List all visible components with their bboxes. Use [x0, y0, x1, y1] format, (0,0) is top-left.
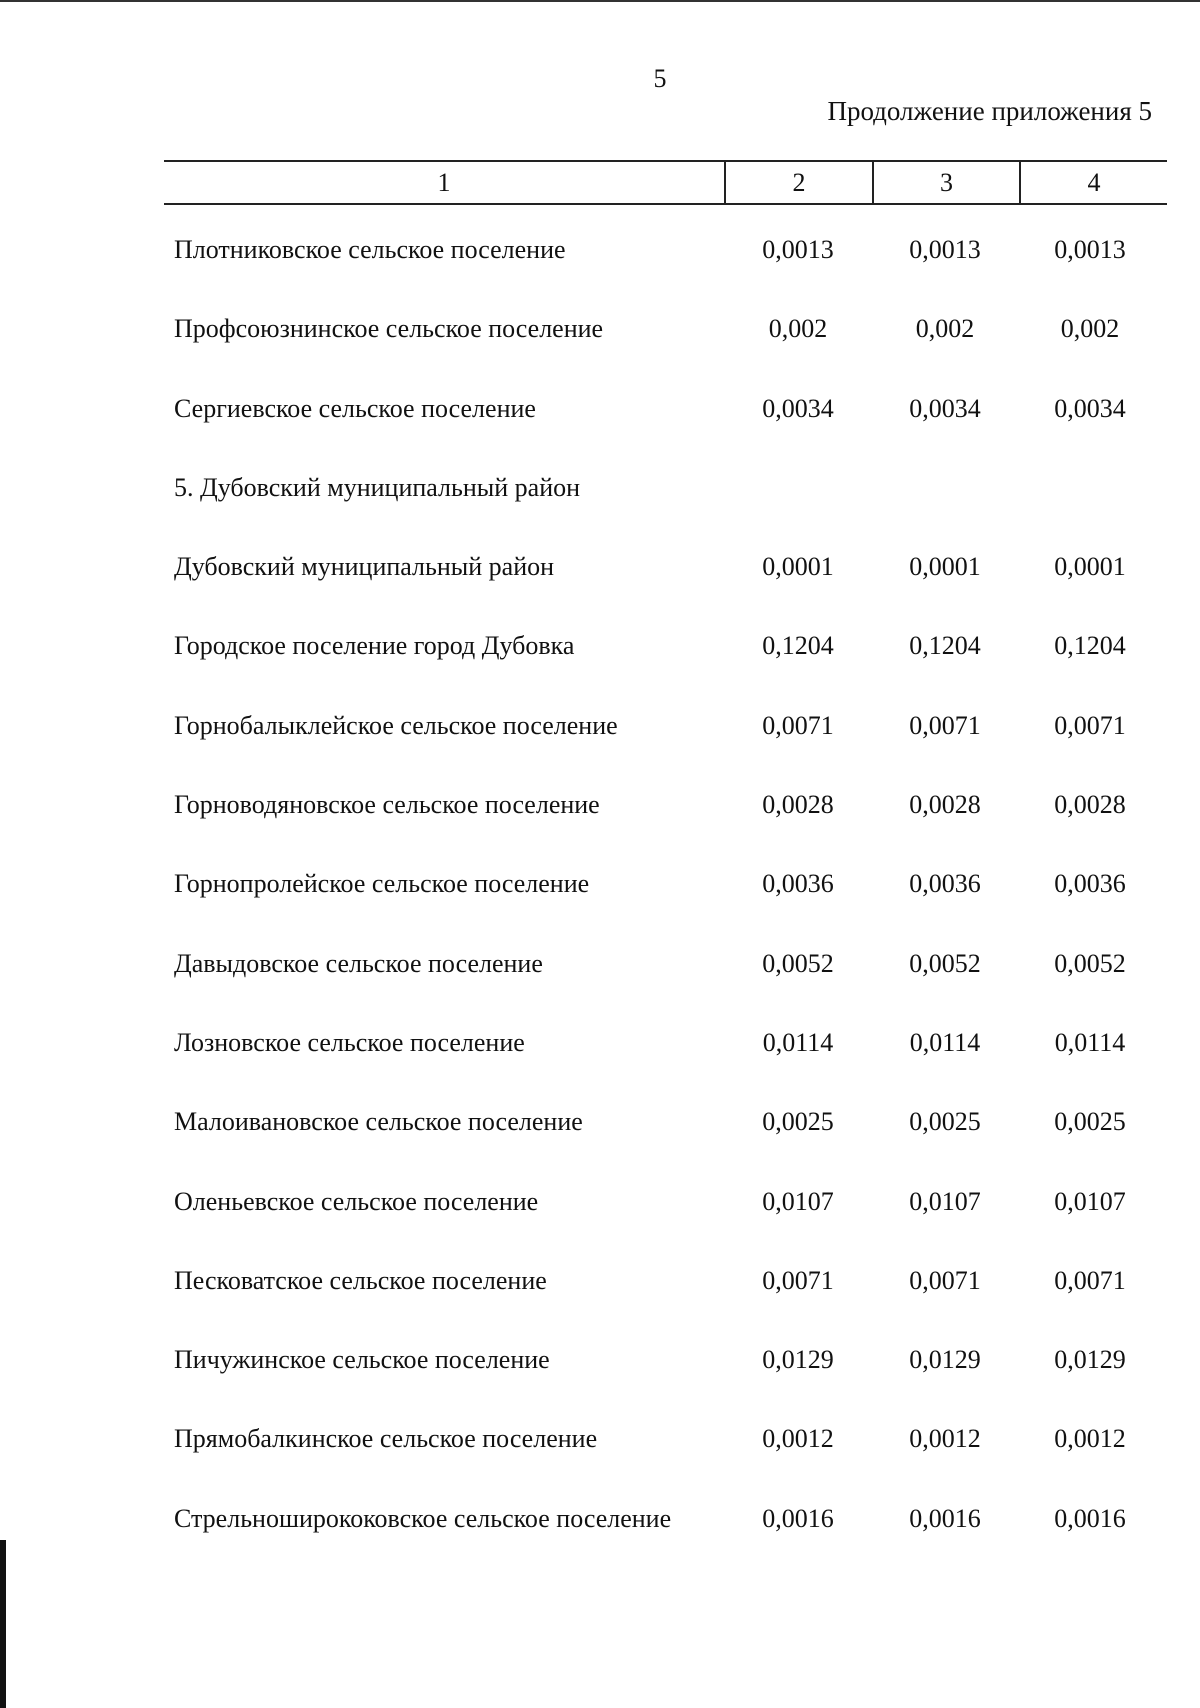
- value-col-2: 0,0025: [762, 1107, 834, 1137]
- column-header-1: 1: [437, 167, 451, 197]
- value-col-2: 0,0114: [762, 1027, 834, 1057]
- table-row: [0, 1171, 1200, 1250]
- table-row: [0, 1329, 1200, 1408]
- settlement-name: Лозновское сельское поселение: [174, 1027, 525, 1057]
- value-col-2: 0,0028: [762, 790, 834, 820]
- value-col-4: 0,0107: [1054, 1186, 1126, 1216]
- value-col-2: 0,0016: [762, 1503, 834, 1533]
- table-row: [0, 1012, 1200, 1091]
- table-row: [0, 1091, 1200, 1170]
- value-col-3: 0,0052: [909, 948, 981, 978]
- value-col-2: 0,1204: [762, 631, 834, 661]
- value-col-2: 0,0052: [762, 948, 834, 978]
- value-col-2: 0,0036: [762, 869, 834, 899]
- table-row: [0, 298, 1200, 377]
- value-col-3: 0,0028: [909, 790, 981, 820]
- table-body: [0, 219, 1200, 1567]
- appendix-title: Продолжение приложения 5: [827, 96, 1152, 126]
- table-row: [0, 615, 1200, 694]
- settlement-name: Сергиевское сельское поселение: [174, 393, 536, 423]
- table-row: [0, 933, 1200, 1012]
- page-number: 5: [653, 64, 667, 93]
- value-col-4: 0,0025: [1054, 1107, 1126, 1137]
- settlement-name: Стрельноширококовское сельское поселение: [174, 1503, 672, 1533]
- value-col-4: 0,1204: [1054, 631, 1126, 661]
- value-col-4: 0,0071: [1054, 1265, 1126, 1295]
- value-col-2: 0,0107: [762, 1186, 834, 1216]
- section-heading: 5. Дубовский муниципальный район: [174, 472, 581, 502]
- value-col-4: 0,0028: [1054, 790, 1126, 820]
- value-col-4: 0,0036: [1054, 869, 1126, 899]
- table-row: [0, 1488, 1200, 1567]
- value-col-3: 0,0071: [909, 1265, 981, 1295]
- value-col-3: 0,0107: [909, 1186, 981, 1216]
- value-col-4: 0,0016: [1054, 1503, 1126, 1533]
- section-heading-row: [0, 457, 1200, 536]
- value-col-4: 0,0013: [1054, 235, 1126, 264]
- table-row: [0, 1408, 1200, 1487]
- scan-edge-top: [0, 0, 1200, 2]
- value-col-3: 0,0013: [909, 235, 981, 264]
- settlement-name: Горнопролейское сельское поселение: [174, 869, 590, 899]
- column-header-4: 4: [1087, 167, 1101, 197]
- settlement-name: Малоивановское сельское поселение: [174, 1107, 583, 1137]
- column-header-3: 3: [940, 167, 953, 197]
- value-col-2: 0,0013: [762, 235, 834, 264]
- value-col-3: 0,1204: [909, 631, 981, 661]
- table-row: [0, 1250, 1200, 1329]
- value-col-3: 0,0025: [909, 1107, 981, 1137]
- table-row: [0, 536, 1200, 615]
- value-col-4: 0,0114: [1054, 1027, 1126, 1057]
- value-col-3: 0,0001: [909, 552, 981, 582]
- value-col-2: 0,0034: [762, 393, 834, 423]
- settlement-name: Горноводяновское сельское поселение: [174, 790, 600, 820]
- settlement-name: Горнобалыклейское сельское поселение: [174, 710, 618, 740]
- table-row: [0, 853, 1200, 932]
- settlement-name: Пичужинское сельское поселение: [174, 1345, 550, 1375]
- value-col-3: 0,0129: [909, 1345, 981, 1375]
- value-col-4: 0,0129: [1054, 1345, 1126, 1375]
- value-col-2: 0,0012: [762, 1424, 834, 1454]
- value-col-2: 0,0071: [762, 1265, 834, 1295]
- settlement-name: Городское поселение город Дубовка: [174, 631, 575, 661]
- value-col-4: 0,0001: [1054, 552, 1126, 582]
- value-col-3: 0,0034: [909, 393, 981, 423]
- settlement-name: Песковатское сельское поселение: [174, 1265, 547, 1295]
- table-row: [0, 219, 1200, 298]
- settlement-name: Дубовский муниципальный район: [174, 552, 555, 582]
- settlement-name: Прямобалкинское сельское поселение: [174, 1424, 598, 1454]
- column-header-2: 2: [792, 167, 806, 197]
- value-col-3: 0,0016: [909, 1503, 981, 1533]
- value-col-4: 0,0052: [1054, 948, 1126, 978]
- value-col-3: 0,002: [915, 314, 975, 344]
- table-row: [0, 378, 1200, 457]
- value-col-3: 0,0012: [909, 1424, 981, 1454]
- settlement-name: Профсоюзнинское сельское поселение: [174, 314, 604, 344]
- table-row: [0, 695, 1200, 774]
- value-col-3: 0,0114: [909, 1027, 981, 1057]
- value-col-4: 0,0071: [1054, 710, 1126, 740]
- value-col-3: 0,0071: [909, 710, 981, 740]
- table-row: [0, 774, 1200, 853]
- value-col-4: 0,002: [1060, 314, 1120, 344]
- settlement-name: Плотниковское сельское поселение: [174, 235, 566, 264]
- value-col-2: 0,002: [768, 314, 828, 344]
- value-col-2: 0,0001: [762, 552, 834, 582]
- value-col-2: 0,0071: [762, 710, 834, 740]
- value-col-3: 0,0036: [909, 869, 981, 899]
- value-col-2: 0,0129: [762, 1345, 834, 1375]
- settlement-name: Оленьевское сельское поселение: [174, 1186, 539, 1216]
- settlement-name: Давыдовское сельское поселение: [174, 948, 543, 978]
- value-col-4: 0,0034: [1054, 393, 1126, 423]
- value-col-4: 0,0012: [1054, 1424, 1126, 1454]
